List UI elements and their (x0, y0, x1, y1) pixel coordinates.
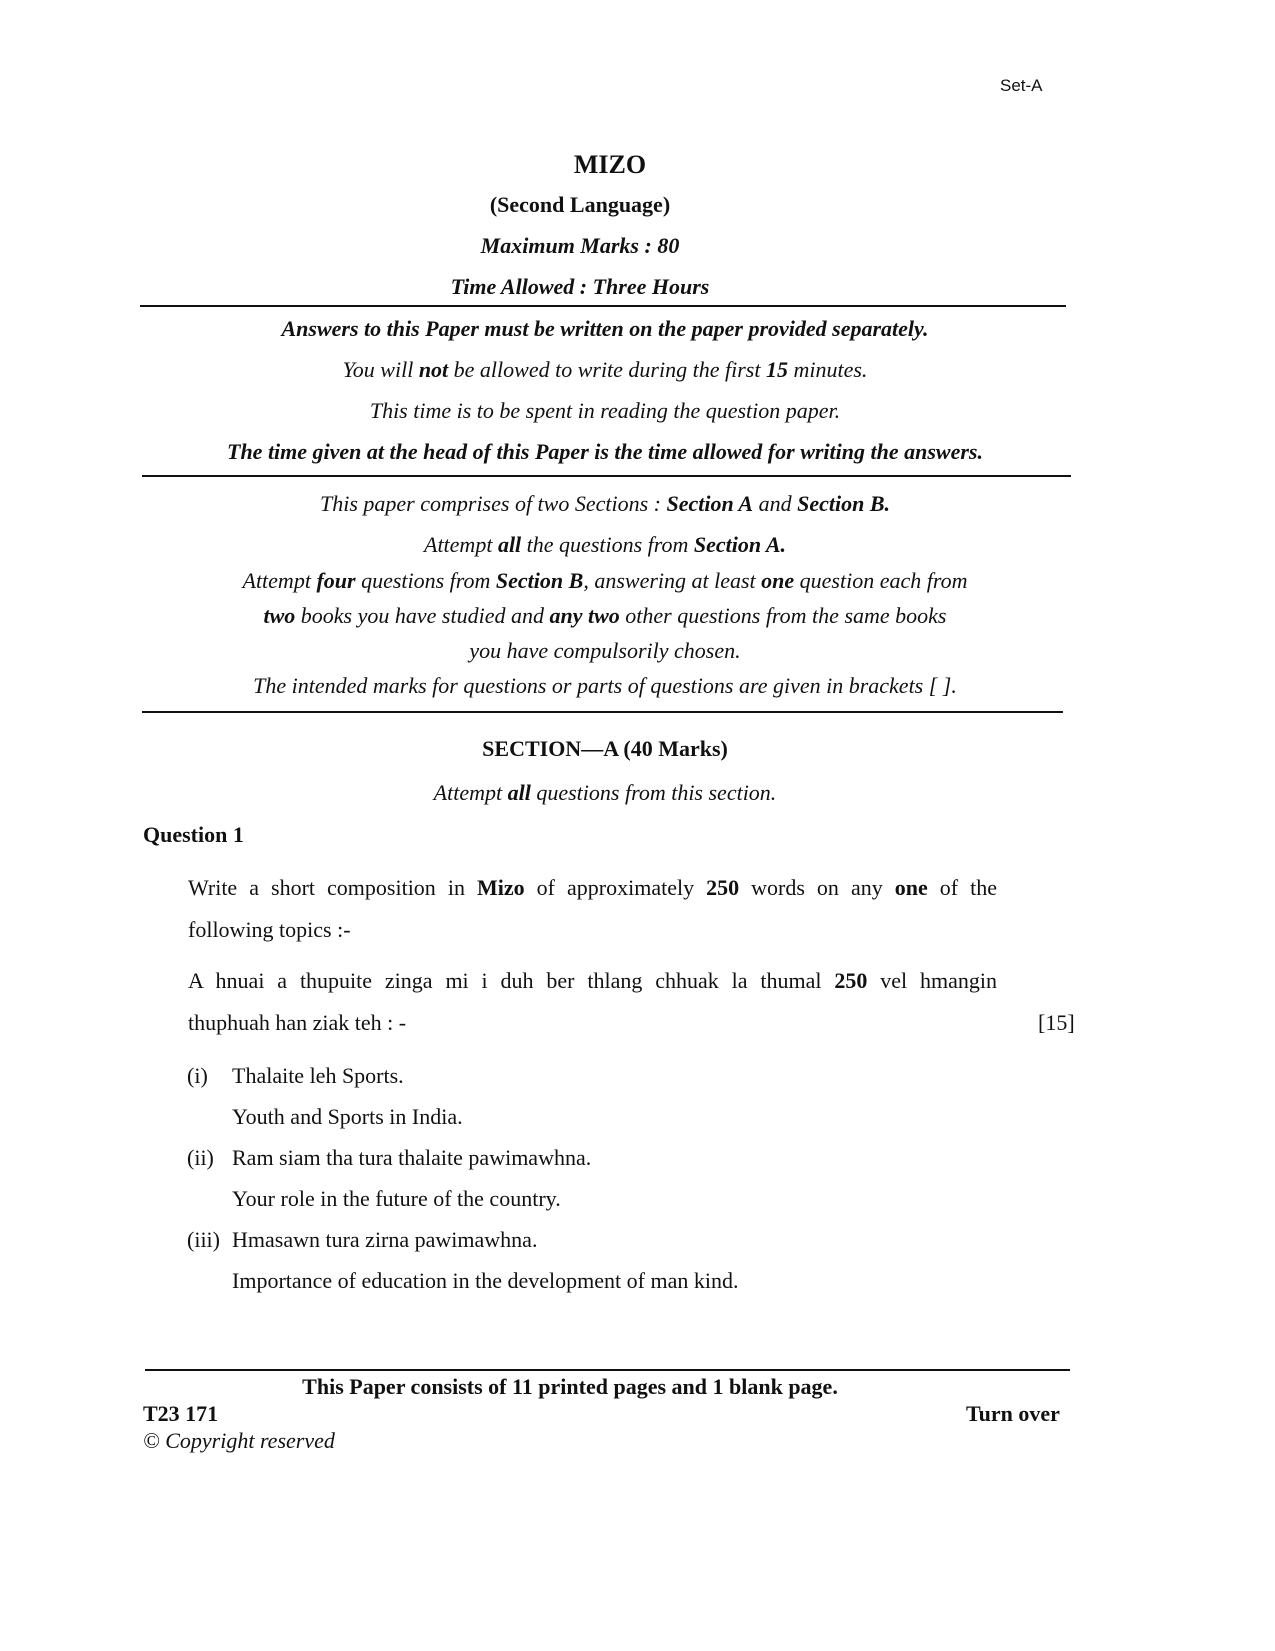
topic-english: Your role in the future of the country. (232, 1186, 561, 1211)
question-1-mizo-line1: A hnuai a thupuite zinga mi i duh ber thlang chhuak la thumal 250 vel hmangin (188, 968, 997, 993)
topic-english: Importance of education in the development of man kind. (232, 1268, 739, 1293)
topic-mizo: Ram siam tha tura thalaite pawimawhna. (232, 1145, 592, 1170)
instruction-section-a: Attempt all the questions from Section A. (424, 532, 786, 557)
subject-note: (Second Language) (489, 192, 671, 217)
divider-bottom (142, 711, 1063, 713)
topic-mizo: Thalaite leh Sports. (232, 1063, 404, 1088)
topic-number: (ii) (187, 1145, 214, 1170)
paper-code: T23 171 (143, 1401, 219, 1426)
instruction-reading-time: You will not be allowed to write during the first 15 minutes. (342, 357, 868, 382)
topic-number: (i) (187, 1063, 208, 1088)
instruction-marks-brackets: The intended marks for questions or parts of questions are given in brackets [ ]. (253, 673, 957, 698)
question-1-english-line2: following topics :- (188, 917, 351, 942)
max-marks: Maximum Marks : 80 (480, 233, 680, 258)
instruction-section-b-3: you have compulsorily chosen. (469, 638, 741, 663)
question-1-label: Question 1 (143, 822, 244, 847)
set-label: Set-A (1000, 76, 1043, 95)
subject-title: MIZO (573, 150, 647, 179)
topic-mizo: Hmasawn tura zirna pawimawhna. (232, 1227, 538, 1252)
instruction-reading-purpose: This time is to be spent in reading the question paper. (369, 398, 841, 423)
question-1-marks: [15] (1038, 1010, 1075, 1035)
question-1-mizo-line2: thuphuah han ziak teh : - (188, 1010, 407, 1035)
turn-over: Turn over (966, 1401, 1060, 1426)
time-allowed: Time Allowed : Three Hours (450, 274, 710, 299)
footer-divider (145, 1369, 1070, 1371)
instruction-section-b-1: Attempt four questions from Section B, answering at least one question each from (242, 568, 968, 593)
topic-english: Youth and Sports in India. (232, 1104, 463, 1129)
question-1-english-line1: Write a short composition in Mizo of approximately 250 words on any one of the (188, 875, 997, 900)
section-a-heading: SECTION—A (40 Marks) (482, 736, 728, 761)
divider-middle (142, 475, 1071, 477)
instruction-section-b-2: two books you have studied and any two other questions from the same books (263, 603, 947, 628)
topic-number: (iii) (187, 1227, 220, 1252)
instruction-answers-separate: Answers to this Paper must be written on the paper provided separately. (281, 316, 929, 341)
instruction-sections: This paper comprises of two Sections : Section A and Section B. (320, 491, 890, 516)
section-a-note: Attempt all questions from this section. (433, 780, 777, 805)
instruction-writing-time: The time given at the head of this Paper is the time allowed for writing the answers. (227, 439, 983, 464)
divider-top (140, 305, 1066, 307)
pages-note: This Paper consists of 11 printed pages and 1 blank page. (302, 1374, 838, 1399)
copyright: © Copyright reserved (143, 1428, 335, 1453)
